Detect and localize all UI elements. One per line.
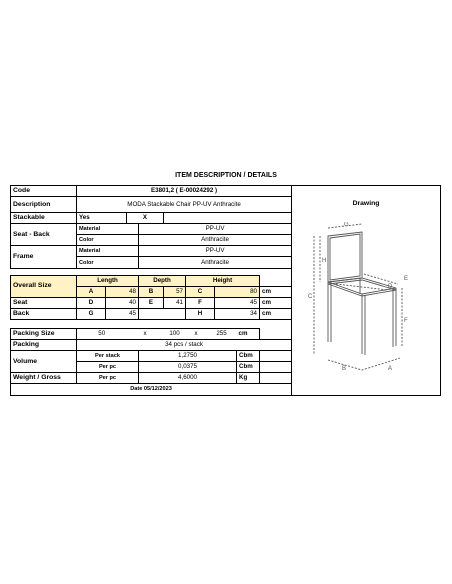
back-letter-h: H — [186, 308, 215, 319]
label-d: D — [388, 284, 393, 290]
frame-color: Anthracite — [139, 257, 292, 268]
packing-x1: x — [127, 328, 164, 339]
label-b: B — [342, 366, 347, 372]
description-value: MODA Stackable Chair PP-UV Anthracite — [77, 197, 292, 213]
packing-unit: cm — [237, 328, 260, 339]
drawing-panel — [291, 185, 441, 396]
stackable-row — [11, 213, 292, 224]
back-label: Back — [11, 308, 77, 319]
back-length: 45 — [106, 308, 139, 319]
seat-back-label: Seat - Back — [11, 224, 77, 246]
packing-row — [11, 340, 292, 351]
seat-back-material-label: Material — [77, 224, 139, 235]
description-row — [11, 197, 292, 213]
packing-value: 34 pcs / stack — [77, 340, 292, 351]
label-f: F — [404, 318, 408, 324]
seat-letter-e: E — [139, 297, 164, 308]
frame-material-label: Material — [77, 246, 139, 257]
seat-unit: cm — [260, 297, 292, 308]
frame-material: PP-UV — [139, 246, 292, 257]
weight-per-pc-label: Per pc — [77, 373, 139, 384]
weight-value: 4,6000 — [139, 373, 237, 384]
seat-back-material-row — [11, 224, 292, 235]
seat-back-color-label: Color — [77, 235, 139, 246]
code-label: Code — [11, 186, 77, 197]
stackable-yes: Yes — [77, 213, 127, 224]
overall-length: 48 — [106, 286, 139, 297]
spec-table — [10, 185, 292, 396]
stackable-empty — [164, 213, 292, 224]
height-header: Height — [186, 275, 260, 286]
volume-per-pc: 0,0375 — [139, 362, 237, 373]
description-label: Description — [11, 197, 77, 213]
seat-letter-d: D — [77, 297, 106, 308]
back-unit: cm — [260, 308, 292, 319]
back-letter-g: G — [77, 308, 106, 319]
spacer-row-2 — [11, 319, 292, 328]
volume-per-stack-label: Per stack — [77, 351, 139, 362]
volume-per-stack: 1,2750 — [139, 351, 237, 362]
volume-unit-1: Cbm — [237, 351, 260, 362]
frame-color-label: Color — [77, 257, 139, 268]
drawing-title: Drawing — [352, 200, 380, 207]
overall-letter-c: C — [186, 286, 215, 297]
length-header: Length — [77, 275, 139, 286]
back-height: 34 — [215, 308, 260, 319]
spacer-row — [11, 268, 292, 275]
packing-length: 50 — [77, 328, 127, 339]
overall-letter-a: A — [77, 286, 106, 297]
label-a: A — [388, 366, 393, 372]
overall-size-header-row — [11, 275, 292, 286]
seat-row — [11, 297, 292, 308]
chair-drawing — [292, 222, 440, 382]
volume-unit-2: Cbm — [237, 362, 260, 373]
packing-height: 255 — [207, 328, 237, 339]
date-row — [11, 384, 292, 395]
page-title: ITEM DESCRIPTION / DETAILS — [175, 172, 277, 179]
volume-label: Volume — [11, 351, 77, 373]
packing-label: Packing — [11, 340, 77, 351]
frame-label: Frame — [11, 246, 77, 268]
weight-label: Weight / Gross — [11, 373, 77, 384]
date-text: Date 05/12/2023 — [11, 384, 292, 395]
frame-material-row — [11, 246, 292, 257]
seat-letter-f: F — [186, 297, 215, 308]
overall-depth: 57 — [164, 286, 186, 297]
depth-header: Depth — [139, 275, 186, 286]
label-e: E — [404, 276, 409, 282]
volume-per-pc-label: Per pc — [77, 362, 139, 373]
overall-size-label: Overall Size — [11, 275, 77, 297]
label-h: H — [322, 258, 327, 264]
overall-letter-b: B — [139, 286, 164, 297]
overall-height: 80 — [215, 286, 260, 297]
packing-size-label: Packing Size — [11, 328, 77, 339]
label-c: C — [308, 294, 313, 300]
seat-height: 45 — [215, 297, 260, 308]
stackable-label: Stackable — [11, 213, 77, 224]
seat-back-material: PP-UV — [139, 224, 292, 235]
overall-unit: cm — [260, 286, 292, 297]
seat-length: 40 — [106, 297, 139, 308]
seat-depth: 41 — [164, 297, 186, 308]
seat-label: Seat — [11, 297, 77, 308]
stackable-mark: X — [127, 213, 164, 224]
code-row — [11, 186, 292, 197]
code-value: E3801,2 ( E-00024292 ) — [77, 186, 292, 197]
packing-width: 100 — [164, 328, 186, 339]
weight-row — [11, 373, 292, 384]
packing-size-row — [11, 328, 292, 339]
packing-x2: x — [186, 328, 207, 339]
back-row — [11, 308, 292, 319]
label-g: G — [344, 222, 349, 228]
weight-unit: Kg — [237, 373, 260, 384]
volume-row-1 — [11, 351, 292, 362]
seat-back-color: Anthracite — [139, 235, 292, 246]
item-sheet — [10, 185, 441, 396]
